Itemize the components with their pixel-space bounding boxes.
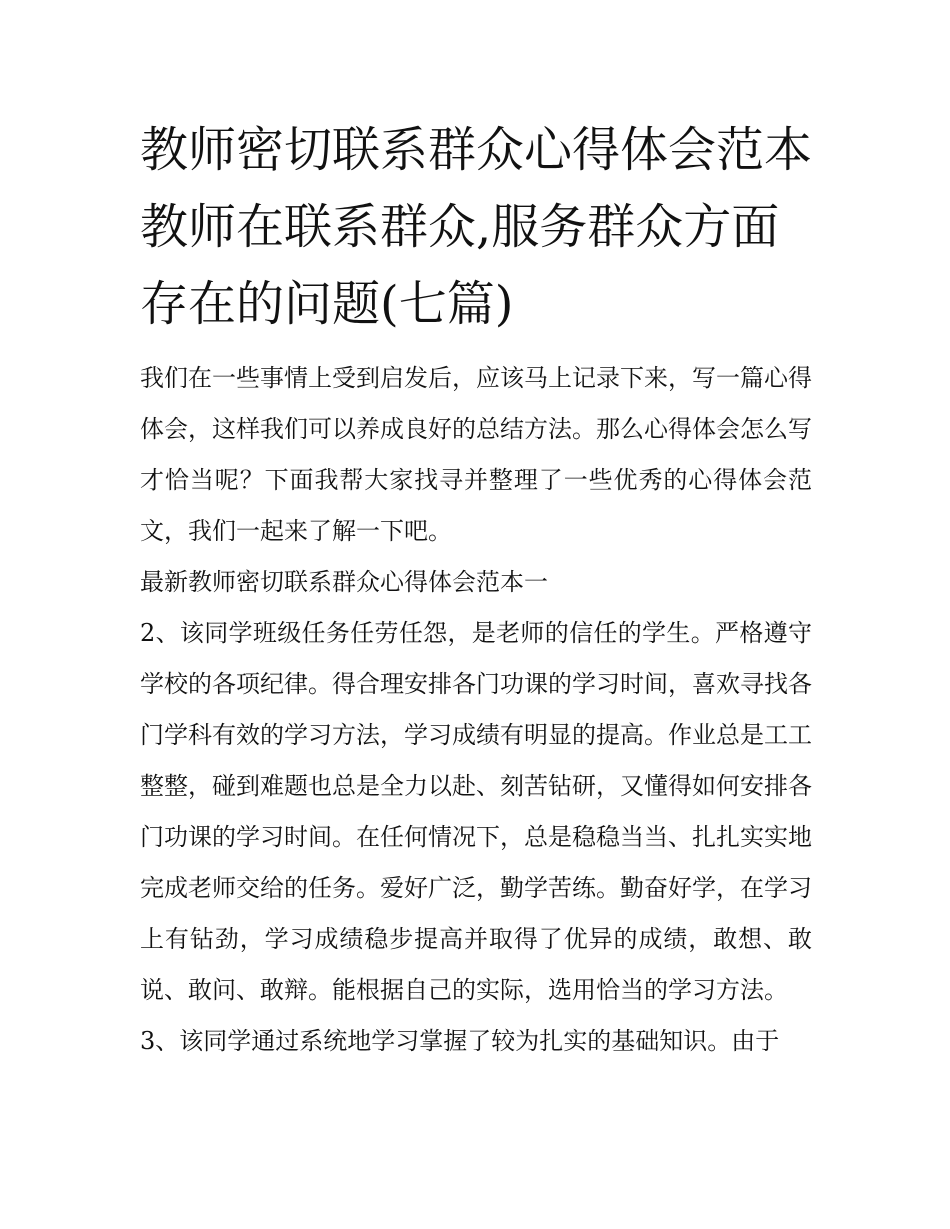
body-paragraph-3: 3、该同学通过系统地学习掌握了较为扎实的基础知识。由于 <box>140 1027 780 1055</box>
section-heading: 最新教师密切联系群众心得体会范本一 <box>140 568 548 596</box>
document-title: 教师密切联系群众心得体会范本 教师在联系群众,服务群众方面存在的问题(七篇) <box>140 122 813 332</box>
body-paragraph-2: 2、该同学班级任务任劳任怨，是老师的信任的学生。严格遵守学校的各项纪律。得合理安排各门功课的学习时间，喜欢寻找各门学科有效的学习方法，学习成绩有明显的提高。作业总是工工整整，碰到难题也总是全力以赴、刻苦钻研，又懂得如何安排各门功课的学习时间。在任何情况下，总是稳稳当当、扎扎实实地完成老师交给的任务。爱好广泛，勤学苦练。勤奋好学，在学习上有钻劲，学习成绩稳步提高并取得了优异的成绩，敢想、敢说、敢问、敢辩。能根据自己的实际，选用恰当的学习方法。 <box>140 619 812 1004</box>
intro-paragraph: 我们在一些事情上受到启发后，应该马上记录下来，写一篇心得体会，这样我们可以养成良好的总结方法。那么心得体会怎么写才恰当呢？下面我帮大家找寻并整理了一些优秀的心得体会范文，我们一起来了解一下吧。 <box>140 364 812 545</box>
document-content <box>140 112 812 1067</box>
